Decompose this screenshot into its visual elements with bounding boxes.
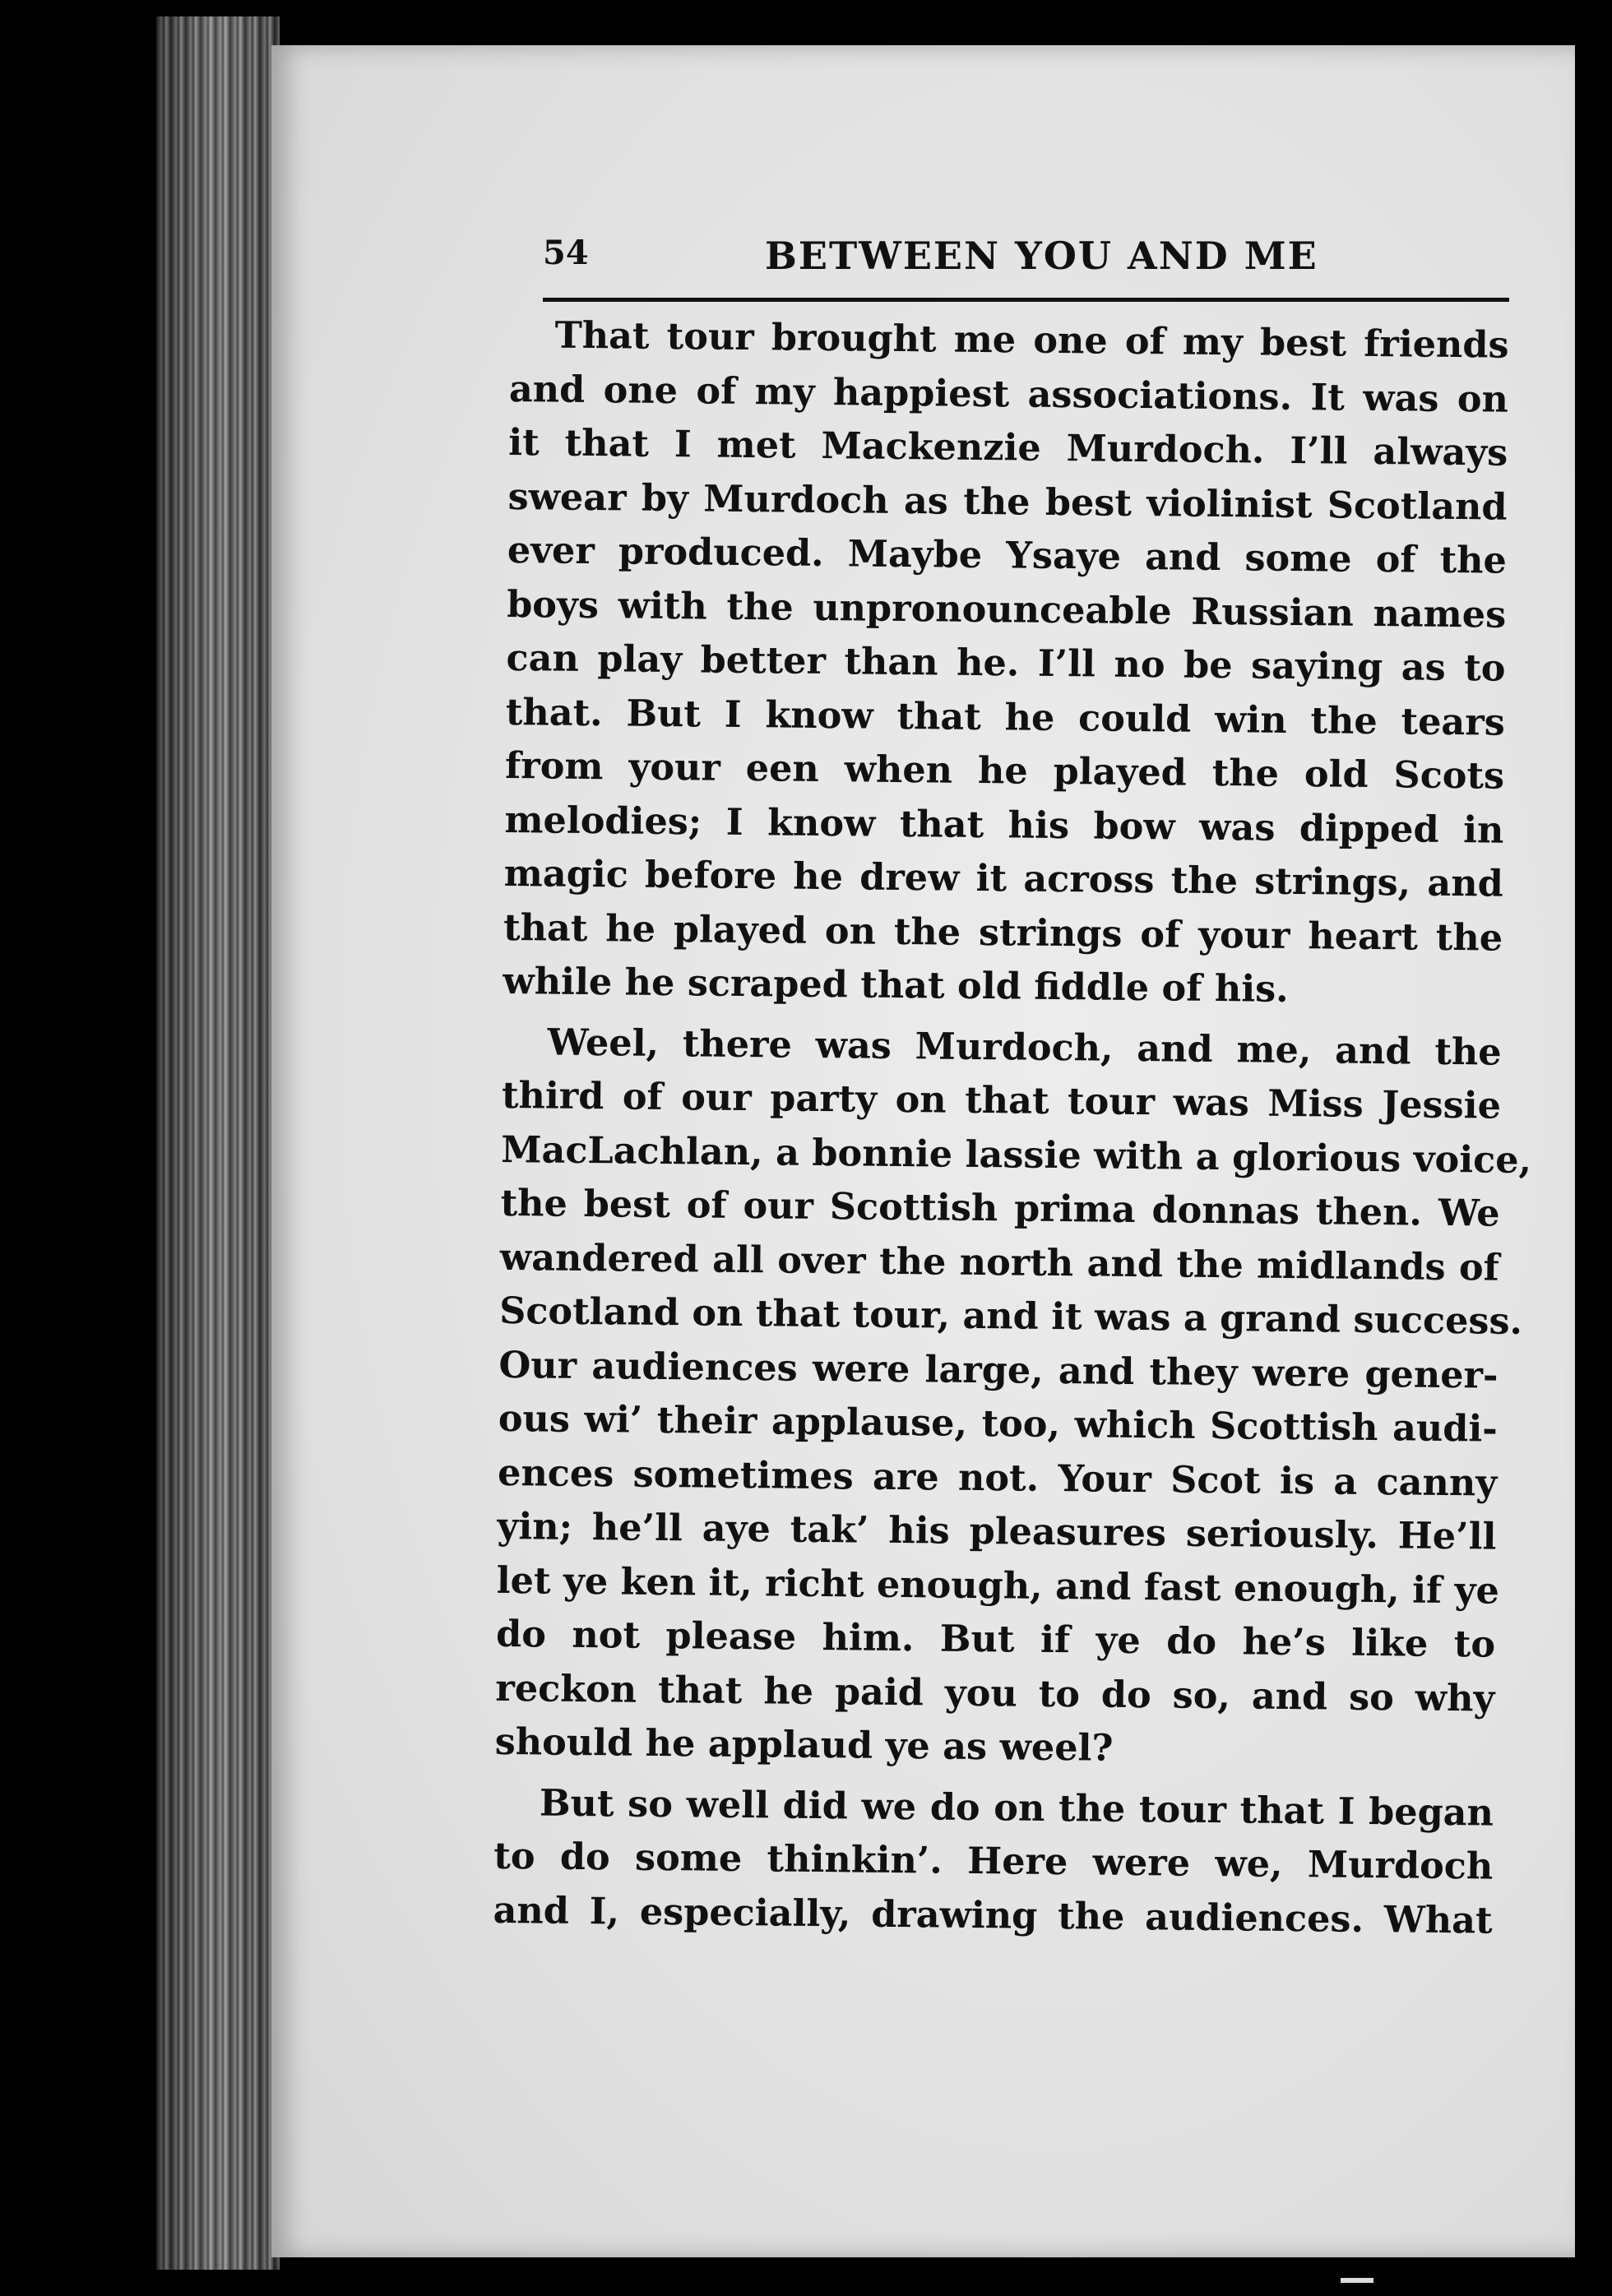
text-line: swear by Murdoch as the best violinist Scotland <box>507 474 1508 529</box>
text-line: wandered all over the north and the midlands of <box>499 1235 1500 1289</box>
paragraph-3 <box>493 1775 1494 1947</box>
text-line: it that I met Mackenzie Murdoch. I’ll always <box>508 420 1508 474</box>
text-line: boys with the unpronounceable Russian names <box>506 582 1507 636</box>
text-line: the best of our Scottish prima donnas then. We <box>500 1181 1500 1235</box>
text-line: can play better than he. I’ll no be saying as to <box>506 636 1506 690</box>
text-line: reckon that he paid you to do so, and so why <box>495 1666 1495 1720</box>
text-line: That tour brought me one of my best friends <box>554 313 1509 367</box>
text-line: magic before he drew it across the strings, and <box>503 851 1504 905</box>
text-line: that. But I know that he could win the tears <box>505 690 1506 744</box>
text-line: let ye ken it, richt enough, and fast enough, if ye <box>496 1558 1500 1613</box>
text-line: should he applaud ye as weel? <box>494 1720 1114 1770</box>
scan-artifact-mark <box>1341 2278 1373 2283</box>
text-line: do not please him. But if ye do he’s like to <box>495 1612 1496 1666</box>
page-number: 54 <box>543 234 589 272</box>
text-line: third of our party on that tour was Miss Jessie <box>501 1073 1502 1127</box>
running-header <box>543 224 1509 302</box>
text-line: melodies; I know that his bow was dipped in <box>504 798 1504 852</box>
body-text <box>493 308 1532 1948</box>
text-line: ences sometimes are not. Your Scot is a canny <box>497 1451 1498 1505</box>
paragraph-1 <box>503 308 1509 1019</box>
book-page-edge <box>156 16 280 2270</box>
book-title: BETWEEN YOU AND ME <box>765 234 1318 278</box>
text-line: yin; he’ll aye tak’ his pleasures seriously. He’ll <box>497 1504 1497 1558</box>
text-line: MacLachlan, a bonnie lassie with a glorious voice, <box>501 1127 1532 1182</box>
text-line: Our audiences were large, and they were gener- <box>498 1343 1499 1397</box>
text-line: while he scraped that old fiddle of his. <box>503 959 1289 1011</box>
text-line: to do some thinkin’. Here were we, Murdoch <box>493 1834 1494 1888</box>
text-line: Scotland on that tour, and it was a grand success. <box>498 1289 1523 1343</box>
paragraph-2 <box>494 1015 1532 1780</box>
text-line: But so well did we do on the tour that I began <box>539 1780 1494 1835</box>
text-line: and I, especially, drawing the audiences. What <box>493 1888 1493 1942</box>
text-line: ous wi’ their applause, too, which Scottish audi- <box>498 1396 1499 1451</box>
text-line: and one of my happiest associations. It was on <box>508 367 1509 421</box>
text-line: ever produced. Maybe Ysaye and some of the <box>507 528 1508 582</box>
text-line: Weel, there was Murdoch, and me, and the <box>547 1021 1502 1074</box>
text-line: from your een when he played the old Scots <box>504 743 1505 798</box>
text-line: that he played on the strings of your heart the <box>503 905 1503 960</box>
